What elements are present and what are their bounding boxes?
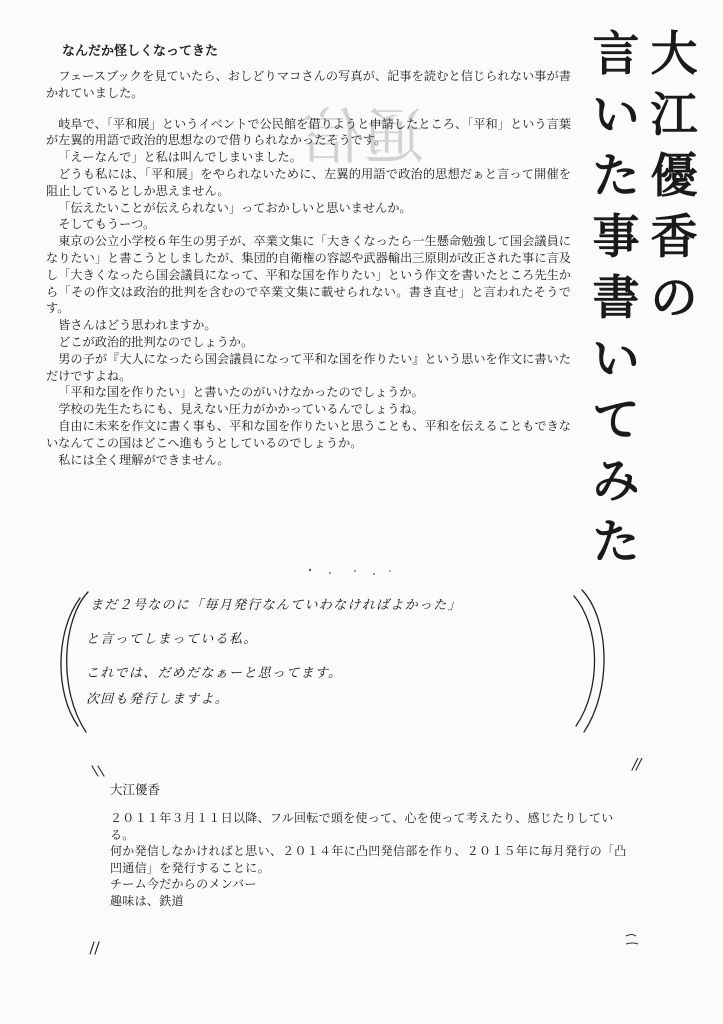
article-paragraph: 「平和な国を作りたい」と書いたのがいけなかったのでしょうか。 xyxy=(58,385,424,400)
title-char: い xyxy=(592,88,640,143)
article-paragraph: 東京の公立小学校６年生の男子が、卒業文集に「大きくなったら一生懸命勉強して国会議員になりたい」と書こうとしましたが、集団的自衛権の容認や武器輸出三原則が改正された事に言及し「大きくなったら国会議員になって、平和な国を作りたい」という作文を書いたところ先生から「その作文は政治的批判を含むので卒業文集に載せられない。書き直せ」と言われたそうです。 xyxy=(46,234,571,316)
title-char: 大 xyxy=(650,27,698,82)
title-char: 書 xyxy=(592,271,640,326)
article-paragraph: 岐阜で、「平和展」というイベントで公民館を借りようと申請したところ、「平和」という言葉が左翼的用語で政治的思想なので借りられなかったそうです。 xyxy=(46,116,571,148)
article-paragraph: 「えーなんで」と私は叫んでしまいました。 xyxy=(58,150,302,165)
title-column-left xyxy=(588,24,644,573)
handwritten-line: まだ２号なのに「毎月発行なんていわなければよかった」 xyxy=(90,598,462,613)
article-paragraph: 私には全く理解ができません。 xyxy=(58,452,230,467)
title-char: た xyxy=(592,515,640,570)
article-paragraph: 「伝えたいことが伝えられない」っておかしいと思いませんか。 xyxy=(58,200,412,215)
bio-line: ２０１１年３月１１日以降、フル回転で頭を使って、心を使って考えたり、感じたりしている。 xyxy=(110,811,614,842)
article xyxy=(46,42,571,468)
title-char: 江 xyxy=(650,88,698,143)
author-name: 大江優香 xyxy=(110,782,161,797)
handwritten-line: と言ってしまっている私。 xyxy=(86,632,258,647)
title-char: み xyxy=(592,454,640,509)
title-char: 言 xyxy=(592,27,640,82)
title-char: て xyxy=(592,393,640,448)
article-paragraph: 学校の先生たちにも、見えない圧力がかかっているんでしょうね。 xyxy=(58,402,424,417)
article-paragraph: どこが政治的批判なのでしょうか。 xyxy=(58,334,254,349)
author-bio xyxy=(110,810,630,909)
article-paragraph: 皆さんはどう思われますか。 xyxy=(58,318,217,333)
title-char: 香 xyxy=(650,210,698,265)
article-paragraph: 男の子が『大人になったら国会議員になって平和な国を作りたい』という思いを作文に書いただけですよね。 xyxy=(46,351,571,383)
title-char: た xyxy=(592,149,640,204)
handwritten-line: 次回も発行しますよ。 xyxy=(86,692,230,707)
title-char: の xyxy=(650,271,698,326)
dotted-divider xyxy=(270,565,410,579)
article-paragraph: 自由に未来を作文に書く事も、平和な国を作りたいと思うことも、平和を伝えることもできないなんてこの国はどこへ進もうとしているのでしょうか。 xyxy=(46,418,571,450)
article-paragraph: そしてもうーつ。 xyxy=(58,217,156,232)
title-column-right xyxy=(646,24,702,329)
title-char: 優 xyxy=(650,149,698,204)
article-heading: なんだか怪しくなってきた xyxy=(62,44,219,59)
bio-line: 趣味は、鉄道 xyxy=(110,893,184,908)
title-char: 事 xyxy=(592,210,640,265)
author-profile xyxy=(86,758,646,968)
bio-line: チーム今だからのメンバー xyxy=(110,877,257,891)
title-char: い xyxy=(592,332,640,387)
handwritten-note xyxy=(56,580,616,750)
handwritten-line: これでは、だめだなぁーと思ってます。 xyxy=(86,666,343,681)
article-paragraph: フェースブックを見ていたら、おしどりマコさんの写真が、記事を読むと信じられない事が書かれていました。 xyxy=(46,69,571,100)
article-paragraph: どうも私には、「平和展」をやられないために、左翼的用語で政治的思想だぁと言って開催を阻止しているとしか思えません。 xyxy=(46,166,571,198)
show-through-text: 通信 xyxy=(300,103,424,173)
bio-line: 何か発信しなかければと思い、２０１４年に凸凹発信部を作り、２０１５年に毎月発行の「凸凹通信」を発行することに。 xyxy=(110,844,627,875)
